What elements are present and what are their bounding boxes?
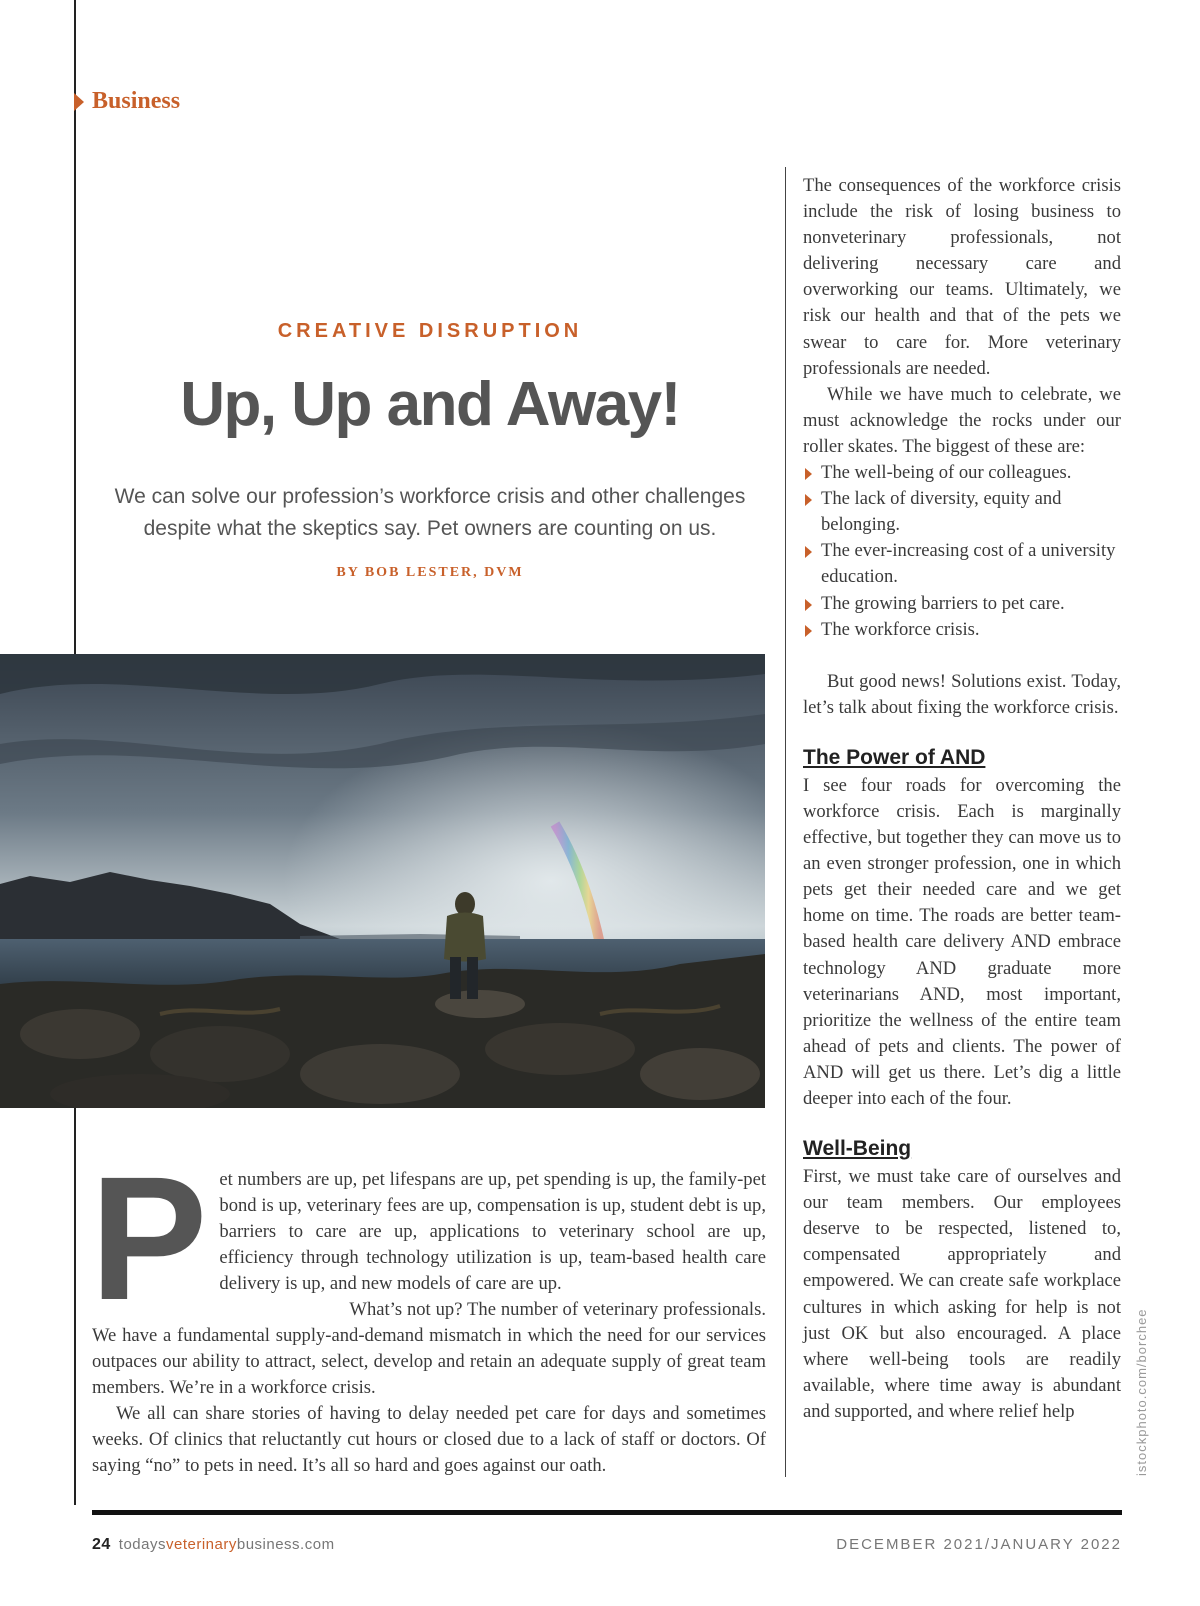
photo-credit: istockphoto.com/borchee — [1134, 1308, 1149, 1476]
article-headline: Up, Up and Away! — [180, 370, 680, 439]
right-paragraph-4: I see four roads for overcoming the workforce crisis. Each is marginally effective, but together they can move us to an even stronger profession, one in which pets get their needed care and we get home on time. The roads are better team-based health care delivery AND embrace technology AND graduate more veterinarians AND, most important, prioritize the wellness of the entire team ahead of pets and clients. The power of AND will get us there. Let’s dig a little deeper into each of the four. — [803, 774, 1121, 1109]
bullet-arrow-icon — [805, 599, 812, 611]
list-item: The ever-increasing cost of a university education. — [803, 538, 1121, 590]
column-rule — [785, 167, 786, 1477]
challenges-list — [803, 460, 1121, 643]
right-paragraph-1: The consequences of the workforce crisis include the risk of losing business to nonveterinary professionals, not delivering necessary care and overworking our teams. Ultimately, we risk our health and that of the pets we swear to care for. More veterinary professionals are needed. — [803, 175, 1121, 379]
list-item: The growing barriers to pet care. — [803, 591, 1121, 617]
right-paragraph-3: But good news! Solutions exist. Today, let’s talk about fixing the workforce crisis. — [803, 670, 1121, 718]
right-paragraph-2: While we have much to celebrate, we must acknowledge the rocks under our roller skates. The biggest of these are: — [803, 383, 1121, 457]
subhead-well-being: Well-Being — [803, 1137, 912, 1161]
section-arrow-icon — [74, 93, 84, 111]
list-item: The lack of diversity, equity and belonging. — [803, 486, 1121, 538]
subhead-power-of-and: The Power of AND — [803, 745, 986, 769]
article-kicker: CREATIVE DISRUPTION — [277, 320, 583, 342]
hero-photo — [0, 654, 765, 1108]
left-column-body — [90, 1141, 766, 1479]
hero-photo-landscape — [0, 654, 765, 1108]
bullet-arrow-icon — [805, 468, 812, 480]
bullet-arrow-icon — [805, 494, 812, 506]
article-dek: We can solve our profession’s workforce crisis and other challenges despite what the skeptics say. Pet owners are counting on us. — [114, 485, 746, 540]
body-paragraph-1: et numbers are up, pet lifespans are up, pet spending is up, the family-pet bond is up, veterinary fees are up, compensation is up, student debt is up, barriers to care are up, applications to veterinary school are up, efficiency through technology utilization is up, team-based health care delivery is up, and new models of care are up. — [219, 1169, 766, 1294]
list-item: The well-being of our colleagues. — [803, 460, 1121, 486]
body-paragraph-2: What’s not up? The number of veterinary professionals. We have a fundamental supply-and-demand mismatch in which the need for our services outpaces our ability to attract, select, develop and retain an adequate supply of great team members. We’re in a workforce crisis. — [92, 1299, 766, 1398]
section-label: Business — [92, 88, 181, 114]
page-number: 24 — [92, 1536, 111, 1553]
bullet-arrow-icon — [805, 625, 812, 637]
article-byline: BY BOB LESTER, DVM — [336, 565, 524, 580]
right-column-body — [803, 173, 1121, 1425]
list-item: The workforce crisis. — [803, 617, 1121, 643]
section-tag — [74, 88, 180, 115]
body-paragraph-3: We all can share stories of having to delay needed pet care for days and sometimes weeks. Of clinics that reluctantly cut hours or closed due to a lack of staff or doctors. Of saying “no” to pets in need. It’s all so hard and goes against our oath. — [92, 1403, 766, 1476]
bullet-arrow-icon — [805, 546, 812, 558]
issue-date: DECEMBER 2021/JANUARY 2022 — [836, 1536, 1122, 1553]
drop-cap: P — [90, 1141, 208, 1337]
footer-rule — [92, 1510, 1122, 1515]
footer-site: 24 todaysveterinarybusiness.com — [92, 1536, 335, 1553]
right-paragraph-5: First, we must take care of ourselves and our team members. Our employees deserve to be respected, listened to, compensated appropriately and empowered. We can create safe workplace cultures in which asking for help is not just OK but also encouraged. A place where well-being tools are readily available, where time away is abundant and supported, and where relief help — [803, 1166, 1121, 1422]
